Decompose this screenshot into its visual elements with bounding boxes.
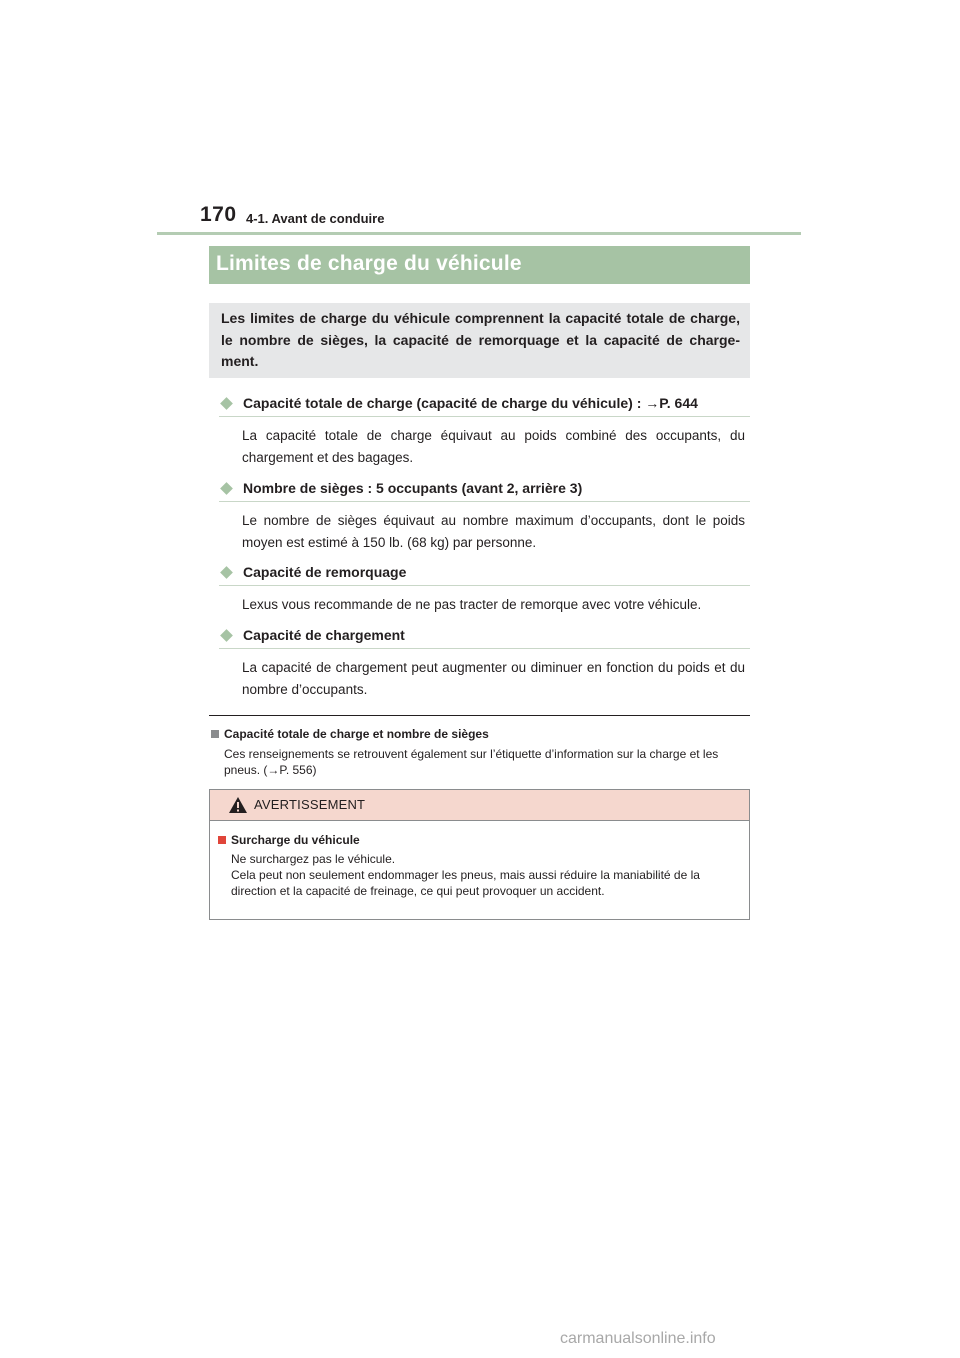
item-heading [219, 563, 750, 586]
item-title: Nombre de sièges : 5 occupants (avant 2, arrière 3) [243, 480, 583, 496]
diamond-bullet-icon [220, 566, 233, 579]
item-cargo [219, 626, 750, 701]
warning-line-2: Cela peut non seulement endommager les pneus, mais aussi réduire la maniabilité de la direction et la capacité de freinage, ce qui peut provoquer un accident. [231, 868, 700, 898]
item-heading [219, 394, 750, 417]
item-body: La capacité de chargement peut augmenter ou diminuer en fonction du poids et du nombre d’occupants. [242, 660, 745, 697]
item-title: Capacité de chargement [243, 627, 405, 643]
warning-item-body [231, 851, 743, 899]
section-reference: 4-1. Avant de conduire [246, 211, 385, 226]
intro-box [209, 303, 750, 378]
warning-item-title: Surcharge du véhicule [231, 833, 360, 847]
item-title: Capacité totale de charge (capacité de charge du véhicule) : →P. 644 [243, 395, 698, 411]
item-towing [219, 563, 750, 616]
square-bullet-icon [211, 730, 219, 738]
square-bullet-icon [218, 836, 226, 844]
intro-text: Les limites de charge du véhicule comprennent la capacité totale de charge, le nombre de sièges, la capacité de remorquage et la capacité de charge-ment. [221, 310, 740, 369]
page-number: 170 [200, 203, 237, 226]
warning-label: AVERTISSEMENT [254, 797, 366, 812]
page-title: Limites de charge du véhicule [216, 252, 522, 275]
warning-triangle-icon [228, 796, 248, 814]
item-body: Le nombre de sièges équivaut au nombre maximum d’occupants, dont le poids moyen est estimé à 150 lb. (68 kg) par personne. [242, 513, 745, 550]
header-rule [157, 232, 801, 235]
diamond-bullet-icon [220, 397, 233, 410]
note-heading [210, 727, 748, 741]
title-band [209, 246, 750, 284]
note-body: Ces renseignements se retrouvent également sur l’étiquette d’information sur la charge et les pneus. (→P. 556) [224, 747, 719, 777]
diamond-bullet-icon [220, 482, 233, 495]
item-total-capacity [219, 394, 750, 469]
item-title: Capacité de remorquage [243, 564, 407, 580]
warning-item-heading [217, 833, 743, 847]
note-divider [209, 715, 750, 716]
note-block [210, 727, 748, 778]
watermark: carmanualsonline.info [560, 1330, 716, 1347]
note-title: Capacité totale de charge et nombre de sièges [224, 727, 489, 741]
warning-item [217, 833, 743, 899]
warning-line-1: Ne surchargez pas le véhicule. [231, 852, 396, 866]
warning-header [210, 790, 749, 821]
item-seating [219, 479, 750, 554]
diamond-bullet-icon [220, 629, 233, 642]
item-heading [219, 626, 750, 649]
item-heading [219, 479, 750, 502]
item-body: La capacité totale de charge équivaut au poids combiné des occupants, du chargement et des bagages. [242, 428, 745, 465]
warning-box [209, 789, 750, 920]
item-body: Lexus vous recommande de ne pas tracter de remorque avec votre véhicule. [242, 597, 702, 612]
